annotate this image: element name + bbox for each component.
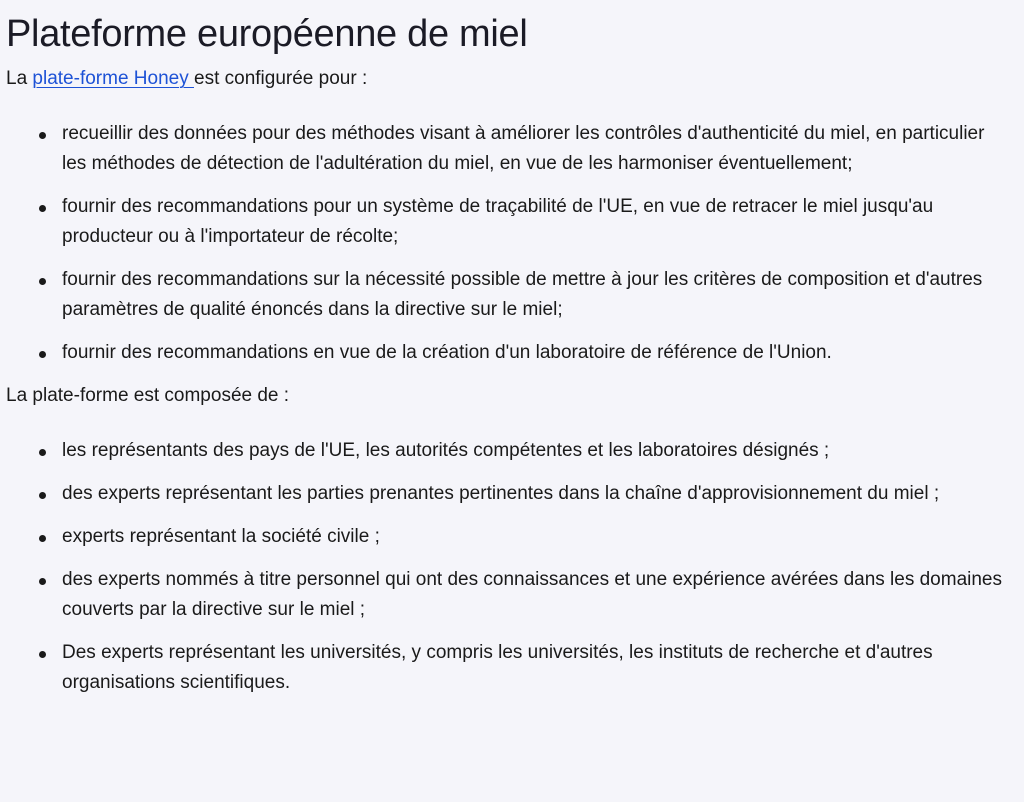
honey-platform-link[interactable]: plate-forme Honey xyxy=(32,68,194,89)
list-item: fournir des recommandations pour un système de traçabilité de l'UE, en vue de retracer le miel jusqu'au producteur ou à l'importateur de récolte; xyxy=(6,192,1010,252)
list-item: les représentants des pays de l'UE, les autorités compétentes et les laboratoires désignés ; xyxy=(6,436,1010,466)
intro-prefix: La xyxy=(6,68,33,89)
members-list xyxy=(6,436,1010,698)
list-item: Des experts représentant les universités, y compris les universités, les instituts de recherche et d'autres organisations scientifiques. xyxy=(6,638,1010,698)
intro-paragraph xyxy=(6,64,1010,93)
list-item: experts représentant la société civile ; xyxy=(6,522,1010,552)
list-item: des experts représentant les parties prenantes pertinentes dans la chaîne d'approvisionnement du miel ; xyxy=(6,479,1010,509)
page-title: Plateforme européenne de miel xyxy=(6,13,528,55)
list-item: des experts nommés à titre personnel qui ont des connaissances et une expérience avérées dans les domaines couverts par la directive sur le miel ; xyxy=(6,565,1010,625)
purposes-list xyxy=(6,119,1010,368)
composition-intro: La plate-forme est composée de : xyxy=(6,385,290,406)
list-item: recueillir des données pour des méthodes visant à améliorer les contrôles d'authenticité du miel, en particulier les méthodes de détection de l'adultération du miel, en vue de les harmoniser éventuellement; xyxy=(6,119,1010,179)
intro-suffix: est configurée pour : xyxy=(194,68,368,89)
list-item: fournir des recommandations sur la nécessité possible de mettre à jour les critères de composition et d'autres paramètres de qualité énoncés dans la directive sur le miel; xyxy=(6,265,1010,325)
list-item: fournir des recommandations en vue de la création d'un laboratoire de référence de l'Union. xyxy=(6,338,1010,368)
